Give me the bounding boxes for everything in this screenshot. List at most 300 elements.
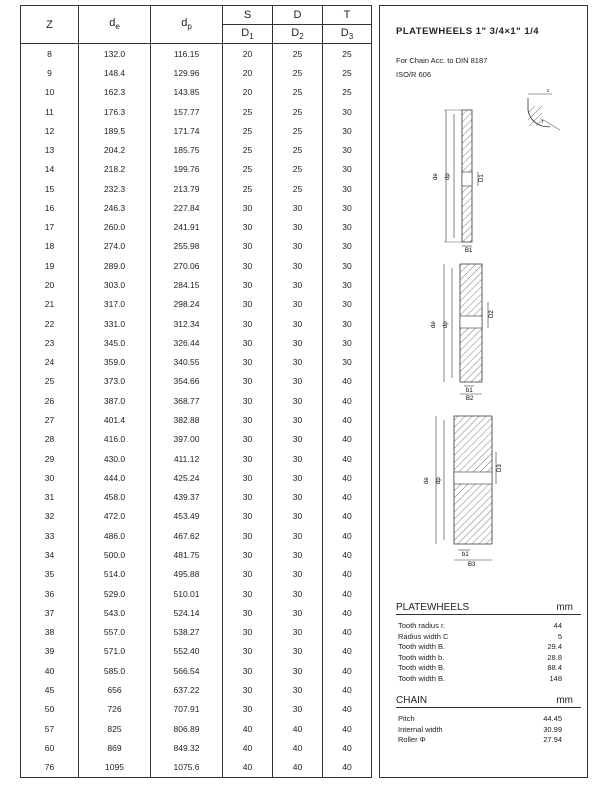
cell-dp: 284.15 (151, 275, 223, 294)
cell-dp: 157.77 (151, 102, 223, 121)
cell-dp: 129.96 (151, 63, 223, 82)
cell-d2: 25 (273, 121, 323, 140)
cell-z: 16 (21, 198, 79, 217)
cell-d2: 25 (273, 102, 323, 121)
cell-z: 28 (21, 430, 79, 449)
cell-dp: 382.88 (151, 410, 223, 429)
cell-d3: 40 (323, 642, 372, 661)
cell-d2: 30 (273, 314, 323, 333)
cell-de: 401.4 (79, 410, 151, 429)
platewheels-heading: PLATEWHEELS mm (396, 602, 581, 615)
spec-label: Radius width C (398, 631, 449, 641)
cell-d1: 25 (223, 102, 273, 121)
cell-z: 38 (21, 622, 79, 641)
cell-d2: 25 (273, 140, 323, 159)
cell-dp: 171.74 (151, 121, 223, 140)
cell-dp: 552.40 (151, 642, 223, 661)
cell-dp: 298.24 (151, 295, 223, 314)
cell-de: 585.0 (79, 661, 151, 680)
cell-d3: 40 (323, 700, 372, 719)
label-b1: B1 (465, 248, 473, 254)
cell-z: 13 (21, 140, 79, 159)
spec-label: Pitch (398, 714, 415, 723)
cell-dp: 340.55 (151, 353, 223, 372)
cell-dp: 143.85 (151, 83, 223, 102)
cell-de: 317.0 (79, 295, 151, 314)
cell-d2: 30 (273, 275, 323, 294)
cell-d2: 30 (273, 237, 323, 256)
cell-dp: 1075.6 (151, 757, 223, 777)
cell-z: 30 (21, 468, 79, 487)
cell-dp: 538.27 (151, 622, 223, 641)
table-row (21, 256, 372, 275)
spec-label: Roller Φ (398, 735, 426, 744)
cell-d3: 40 (323, 584, 372, 603)
cell-z: 27 (21, 410, 79, 429)
cell-d2: 40 (273, 738, 323, 757)
cell-z: 14 (21, 160, 79, 179)
table-row (21, 526, 372, 545)
cell-z: 23 (21, 333, 79, 352)
cell-d3: 30 (323, 198, 372, 217)
cell-z: 37 (21, 603, 79, 622)
cell-d2: 30 (273, 468, 323, 487)
cell-d1: 25 (223, 160, 273, 179)
table-row (21, 83, 372, 102)
cell-d2: 30 (273, 526, 323, 545)
cell-d3: 40 (323, 487, 372, 506)
header-d3: $D_3$ (323, 25, 372, 44)
cell-d1: 30 (223, 526, 273, 545)
table-row (21, 661, 372, 680)
cell-d1: 40 (223, 738, 273, 757)
cell-dp: 368.77 (151, 391, 223, 410)
header-d2: $D_2$ (273, 25, 323, 44)
cell-de: 458.0 (79, 487, 151, 506)
tooth-profile-detail (528, 88, 560, 130)
cell-d3: 30 (323, 102, 372, 121)
cell-z: 32 (21, 507, 79, 526)
cell-z: 25 (21, 372, 79, 391)
cell-z: 24 (21, 353, 79, 372)
cell-de: 514.0 (79, 565, 151, 584)
header-d1: $D_1$ (223, 25, 273, 44)
cell-de: 345.0 (79, 333, 151, 352)
cell-d1: 30 (223, 333, 273, 352)
cell-z: 20 (21, 275, 79, 294)
cell-d1: 30 (223, 353, 273, 372)
cell-d2: 40 (273, 757, 323, 777)
cell-de: 869 (79, 738, 151, 757)
header-t: T (323, 6, 372, 25)
cell-d3: 30 (323, 314, 372, 333)
cell-z: 10 (21, 83, 79, 102)
cell-z: 17 (21, 218, 79, 237)
cell-d1: 40 (223, 757, 273, 777)
cell-d2: 30 (273, 700, 323, 719)
cell-dp: 397.00 (151, 430, 223, 449)
table-row (21, 121, 372, 140)
spec-item (398, 735, 576, 746)
label-dp-1: dp (445, 173, 451, 180)
label-c: c (547, 88, 550, 94)
cell-dp: 806.89 (151, 719, 223, 738)
cell-z: 57 (21, 719, 79, 738)
cell-d2: 30 (273, 507, 323, 526)
panel-subtitle-standard: For Chain Acc. to DIN 8187 (396, 56, 488, 65)
cell-d1: 30 (223, 545, 273, 564)
cell-d1: 30 (223, 372, 273, 391)
cell-de: 232.3 (79, 179, 151, 198)
cell-d2: 30 (273, 333, 323, 352)
cell-dp: 354.66 (151, 372, 223, 391)
cell-de: 260.0 (79, 218, 151, 237)
table-row (21, 160, 372, 179)
cell-d1: 30 (223, 487, 273, 506)
cell-d1: 30 (223, 449, 273, 468)
table-row (21, 372, 372, 391)
table-row (21, 102, 372, 121)
table-row (21, 487, 372, 506)
cell-d3: 40 (323, 372, 372, 391)
cell-d3: 40 (323, 603, 372, 622)
cell-d3: 40 (323, 468, 372, 487)
cell-de: 529.0 (79, 584, 151, 603)
cell-dp: 227.84 (151, 198, 223, 217)
cell-z: 40 (21, 661, 79, 680)
spec-value: 5 (557, 631, 562, 641)
cell-d1: 30 (223, 603, 273, 622)
cell-d2: 30 (273, 256, 323, 275)
cell-de: 1095 (79, 757, 151, 777)
table-row (21, 468, 372, 487)
cell-de: 218.2 (79, 160, 151, 179)
cell-d1: 30 (223, 622, 273, 641)
cell-d1: 30 (223, 410, 273, 429)
cell-d3: 30 (323, 237, 372, 256)
cell-dp: 425.24 (151, 468, 223, 487)
cell-de: 416.0 (79, 430, 151, 449)
cell-dp: 453.49 (151, 507, 223, 526)
cell-d2: 30 (273, 372, 323, 391)
cell-d2: 25 (273, 83, 323, 102)
cell-dp: 241.91 (151, 218, 223, 237)
cell-d1: 30 (223, 700, 273, 719)
cell-d3: 30 (323, 256, 372, 275)
cell-d1: 30 (223, 468, 273, 487)
cell-de: 359.0 (79, 353, 151, 372)
label-b1-small-3: b1 (462, 552, 469, 558)
cell-z: 35 (21, 565, 79, 584)
cell-d1: 30 (223, 391, 273, 410)
cell-d3: 30 (323, 353, 372, 372)
cell-dp: 849.32 (151, 738, 223, 757)
table-body (21, 44, 372, 778)
cell-d3: 40 (323, 757, 372, 777)
cell-z: 18 (21, 237, 79, 256)
table-row (21, 622, 372, 641)
cell-d1: 30 (223, 584, 273, 603)
table-row (21, 719, 372, 738)
cell-dp: 439.37 (151, 487, 223, 506)
spec-item (398, 653, 576, 664)
cell-d2: 40 (273, 719, 323, 738)
cell-d3: 40 (323, 449, 372, 468)
cell-z: 12 (21, 121, 79, 140)
label-r: r (542, 119, 544, 125)
cell-z: 33 (21, 526, 79, 545)
label-d2: D2 (489, 310, 495, 318)
spec-label: Tooth width B. (398, 673, 446, 683)
cell-z: 36 (21, 584, 79, 603)
cell-z: 31 (21, 487, 79, 506)
cell-d1: 20 (223, 44, 273, 64)
cell-de: 373.0 (79, 372, 151, 391)
cell-dp: 213.79 (151, 179, 223, 198)
cell-z: 26 (21, 391, 79, 410)
spec-label: Tooth width B. (398, 663, 446, 672)
spec-value: 28.8 (547, 652, 562, 662)
spec-item (398, 621, 576, 632)
table-row (21, 449, 372, 468)
cell-d1: 30 (223, 430, 273, 449)
cell-z: 39 (21, 642, 79, 661)
cell-d2: 30 (273, 487, 323, 506)
cell-de: 387.0 (79, 391, 151, 410)
table-row (21, 198, 372, 217)
header-z: Z (21, 6, 79, 44)
cell-de: 571.0 (79, 642, 151, 661)
cell-de: 656 (79, 680, 151, 699)
spec-label: Internal width (398, 724, 443, 734)
cell-dp: 199.76 (151, 160, 223, 179)
table-row (21, 140, 372, 159)
cell-d2: 30 (273, 622, 323, 641)
cell-d2: 30 (273, 430, 323, 449)
table-row (21, 642, 372, 661)
cell-z: 45 (21, 680, 79, 699)
cell-d1: 30 (223, 218, 273, 237)
cell-d3: 40 (323, 565, 372, 584)
label-dp-3: dp (436, 477, 442, 484)
cell-dp: 116.15 (151, 44, 223, 64)
table-row (21, 507, 372, 526)
cell-d2: 30 (273, 218, 323, 237)
cell-d2: 25 (273, 179, 323, 198)
cell-d1: 20 (223, 83, 273, 102)
cell-z: 11 (21, 102, 79, 121)
cell-d1: 30 (223, 237, 273, 256)
label-b1-small-2: b1 (466, 388, 473, 394)
cell-z: 60 (21, 738, 79, 757)
cell-z: 8 (21, 44, 79, 64)
table-row (21, 757, 372, 777)
cell-d2: 30 (273, 565, 323, 584)
cell-d2: 30 (273, 198, 323, 217)
cell-d1: 25 (223, 140, 273, 159)
cell-d1: 30 (223, 256, 273, 275)
table-row (21, 700, 372, 719)
table-row (21, 314, 372, 333)
table-row (21, 63, 372, 82)
table-row (21, 179, 372, 198)
cell-dp: 255.98 (151, 237, 223, 256)
cell-d3: 30 (323, 121, 372, 140)
cell-de: 246.3 (79, 198, 151, 217)
cell-d1: 30 (223, 198, 273, 217)
cell-d1: 30 (223, 275, 273, 294)
cell-d3: 25 (323, 44, 372, 64)
cell-z: 9 (21, 63, 79, 82)
spec-value: 27.94 (543, 735, 562, 744)
spec-value: 29.4 (547, 642, 562, 651)
cell-d1: 30 (223, 314, 273, 333)
cell-d3: 30 (323, 218, 372, 237)
cell-z: 29 (21, 449, 79, 468)
cell-d2: 30 (273, 391, 323, 410)
cell-dp: 326.44 (151, 333, 223, 352)
cell-d3: 30 (323, 160, 372, 179)
cell-d1: 30 (223, 507, 273, 526)
cell-de: 557.0 (79, 622, 151, 641)
spec-item (398, 714, 576, 725)
label-b3: B3 (468, 562, 476, 568)
cell-dp: 411.12 (151, 449, 223, 468)
table-row (21, 410, 372, 429)
cell-de: 303.0 (79, 275, 151, 294)
cell-d3: 25 (323, 63, 372, 82)
spec-value: 44 (553, 621, 562, 630)
cell-d2: 30 (273, 661, 323, 680)
cell-d2: 25 (273, 44, 323, 64)
cell-d1: 25 (223, 179, 273, 198)
header-de: $d_e$ (79, 6, 151, 44)
cell-d3: 30 (323, 333, 372, 352)
cell-d3: 40 (323, 526, 372, 545)
cell-de: 189.5 (79, 121, 151, 140)
cell-d1: 30 (223, 565, 273, 584)
cell-d3: 40 (323, 738, 372, 757)
spec-label: Tooth width B. (398, 642, 446, 651)
cell-dp: 481.75 (151, 545, 223, 564)
cell-dp: 185.75 (151, 140, 223, 159)
cell-d2: 25 (273, 63, 323, 82)
label-de-2: de (431, 321, 437, 328)
cell-de: 274.0 (79, 237, 151, 256)
spec-value: 148 (549, 673, 562, 683)
cell-d2: 30 (273, 410, 323, 429)
panel-title: PLATEWHEELS 1" 3/4×1" 1/4 (396, 26, 540, 37)
cell-d3: 30 (323, 275, 372, 294)
cell-z: 15 (21, 179, 79, 198)
cell-de: 162.3 (79, 83, 151, 102)
spec-label: Tooth radius r. (398, 621, 446, 630)
cell-z: 50 (21, 700, 79, 719)
cell-z: 76 (21, 757, 79, 777)
cell-d2: 30 (273, 295, 323, 314)
cell-dp: 270.06 (151, 256, 223, 275)
cell-de: 148.4 (79, 63, 151, 82)
cell-dp: 312.34 (151, 314, 223, 333)
cell-z: 19 (21, 256, 79, 275)
table-row (21, 275, 372, 294)
spec-item (398, 725, 576, 736)
cell-dp: 707.91 (151, 700, 223, 719)
table-row (21, 353, 372, 372)
header-s: S (223, 6, 273, 25)
label-dp-2: dp (443, 321, 449, 328)
cell-d2: 30 (273, 353, 323, 372)
spec-label: Tooth width b. (398, 652, 445, 662)
cell-z: 34 (21, 545, 79, 564)
platewheels-unit: mm (556, 602, 573, 613)
cell-de: 176.3 (79, 102, 151, 121)
cell-de: 132.0 (79, 44, 151, 64)
table-row (21, 738, 372, 757)
label-de-1: de (433, 173, 439, 180)
cell-dp: 566.54 (151, 661, 223, 680)
dimension-table (20, 5, 372, 778)
cell-d3: 40 (323, 410, 372, 429)
table-row (21, 237, 372, 256)
label-b2: B2 (466, 396, 474, 402)
chain-heading: CHAIN mm (396, 695, 581, 708)
cell-dp: 637.22 (151, 680, 223, 699)
cell-d3: 30 (323, 140, 372, 159)
cell-dp: 467.62 (151, 526, 223, 545)
cell-d3: 40 (323, 430, 372, 449)
cell-d2: 30 (273, 642, 323, 661)
cell-d3: 40 (323, 622, 372, 641)
cell-d2: 30 (273, 545, 323, 564)
cell-d2: 25 (273, 160, 323, 179)
cell-de: 726 (79, 700, 151, 719)
cell-d3: 25 (323, 83, 372, 102)
table-row (21, 603, 372, 622)
duplex-wheel-drawing (431, 264, 495, 402)
cell-d3: 40 (323, 719, 372, 738)
cell-d1: 30 (223, 680, 273, 699)
cell-d1: 40 (223, 719, 273, 738)
spec-value: 88.4 (547, 663, 562, 672)
cell-d1: 30 (223, 295, 273, 314)
cell-d3: 40 (323, 680, 372, 699)
table-row (21, 584, 372, 603)
cell-de: 444.0 (79, 468, 151, 487)
header-d: D (273, 6, 323, 25)
simplex-wheel-drawing (433, 110, 485, 254)
cell-d1: 30 (223, 661, 273, 680)
cell-d3: 40 (323, 507, 372, 526)
cell-d1: 20 (223, 63, 273, 82)
cell-d2: 30 (273, 603, 323, 622)
spec-value: 30.99 (543, 724, 562, 734)
table-row (21, 295, 372, 314)
cell-de: 500.0 (79, 545, 151, 564)
table-row (21, 333, 372, 352)
cell-de: 204.2 (79, 140, 151, 159)
header-dp: $d_p$ (151, 6, 223, 44)
spec-item (398, 642, 576, 653)
label-de-3: de (424, 477, 430, 484)
cell-d3: 40 (323, 545, 372, 564)
chain-unit: mm (556, 695, 573, 706)
cell-d3: 30 (323, 179, 372, 198)
table-row (21, 680, 372, 699)
triplex-wheel-drawing (424, 416, 503, 568)
cell-dp: 510.01 (151, 584, 223, 603)
technical-drawings (380, 6, 587, 586)
